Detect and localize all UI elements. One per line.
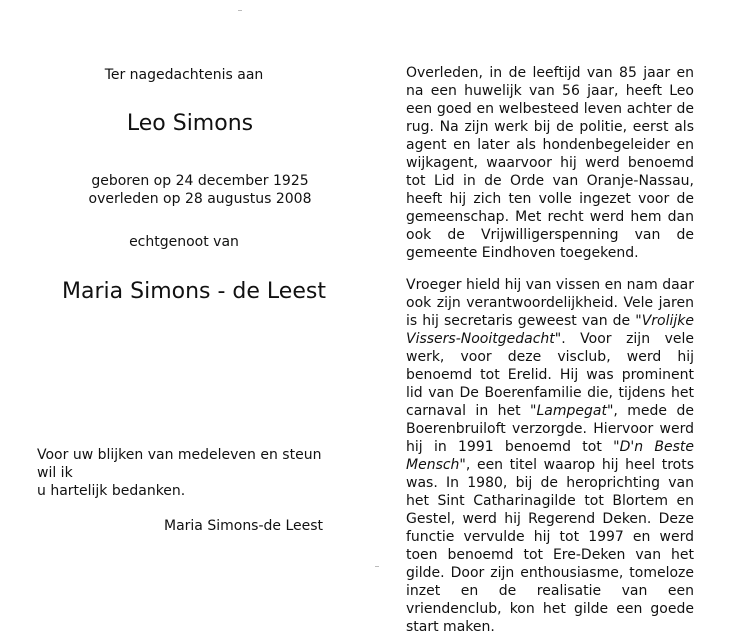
thanks-line: u hartelijk bedanken.: [37, 483, 186, 499]
birth-date: geboren op 24 december 1925: [91, 173, 309, 189]
intro-text: Ter nagedachtenis aan: [104, 67, 264, 83]
club-name: "Vrolijke Vissers-Nooitgedacht": [406, 313, 694, 347]
honorary-title: "D'n Beste Mensch": [406, 439, 694, 473]
spouse-name: Maria Simons - de Leest: [62, 279, 326, 304]
venue-name: "Lampegat": [530, 403, 614, 419]
signature: Maria Simons-de Leest: [164, 518, 324, 534]
right-panel: [406, 64, 694, 636]
thanks-line: Voor uw blijken van medeleven en steun wil ik: [37, 447, 322, 481]
death-date: overleden op 28 augustus 2008: [88, 191, 312, 207]
deceased-name: Leo Simons: [126, 111, 254, 136]
thanks-message: [37, 446, 337, 500]
life-dates: [16, 172, 384, 208]
biography-paragraph-2: [406, 276, 694, 636]
left-panel: [0, 0, 368, 575]
text-segment: . Voor zijn vele werk, voor deze visclub, werd hij benoemd tot Erelid. Hij was prominent lid van De Boerenfamilie die, tijdens het carnaval in het: [406, 331, 694, 419]
biography-paragraph-1: Overleden, in de leeftijd van 85 jaar en na een huwelijk van 56 jaar, heeft Leo een goed en welbesteed leven achter de rug. Na zijn werk bij de politie, eerst als agent en later als hondenbegeleider en wijkagent, waarvoor hij werd benoemd tot Lid in de Orde van Oranje-Nassau, heeft hij zich ten volle ingezet voor de gemeenschap. Met recht werd hem dan ook de Vrijwilligerspenning van de gemeente Eindhoven toegekend.: [406, 65, 694, 261]
print-mark: [375, 566, 379, 567]
text-segment: , mede de Boerenbruiloft verzorgde. Hiervoor werd hij in 1991 benoemd tot: [406, 403, 694, 455]
spouse-label: echtgenoot van: [129, 234, 239, 250]
text-segment: , een titel waarop hij heel trots was. In 1980, bij de heroprichting van het Sint Catharinagilde tot Blortem en Gestel, werd hij Regerend Deken. Deze functie vervulde hij tot 1997 en werd toen benoemd tot Ere-Deken van het gilde. Door zijn enthousiasme, tomeloze inzet en de realisatie van een vriendenclub, kon het gilde een goede start maken.: [406, 457, 694, 635]
text-segment: Vroeger hield hij van vissen en nam daar ook zijn verantwoordelijkheid. Vele jaren is hij secretaris geweest van de: [406, 277, 694, 329]
